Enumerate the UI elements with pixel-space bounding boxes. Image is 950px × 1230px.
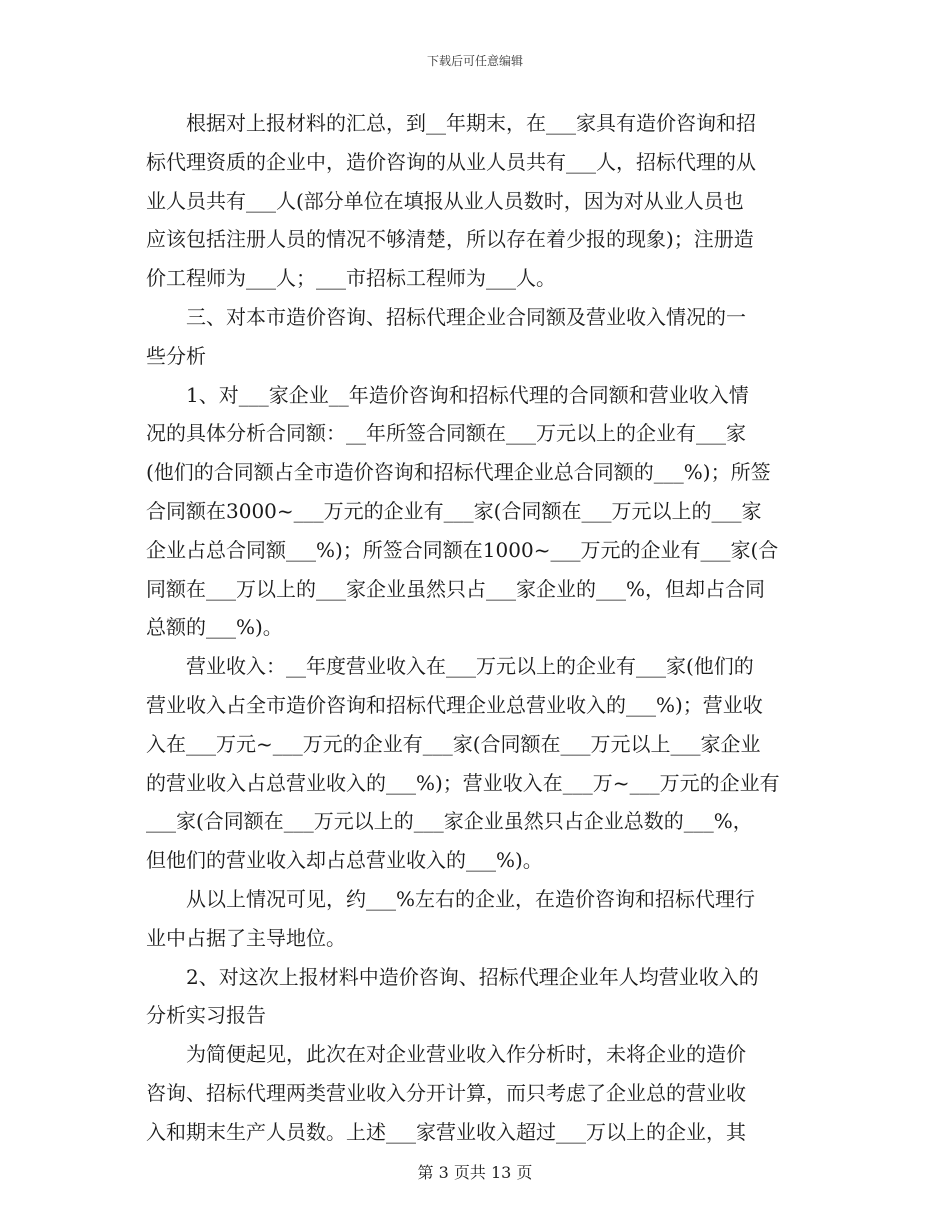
- text-line: 标代理资质的企业中，造价咨询的从业人员共有___人，招标代理的从: [146, 149, 756, 174]
- document-body: [146, 104, 808, 1152]
- text-line: 业中占据了主导地位。: [146, 925, 346, 950]
- text-line: 2、对这次上报材料中造价咨询、招标代理企业年人均营业收入的: [146, 964, 759, 989]
- text-line: 分析实习报告: [146, 1003, 266, 1028]
- text-line: 应该包括注册人员的情况不够清楚，所以存在着少报的现象)；注册造: [146, 227, 754, 252]
- text-line: 总额的___%)。: [146, 615, 283, 640]
- text-line: 合同额在3000~___万元的企业有___家(合同额在___万元以上的___家: [146, 498, 762, 523]
- text-line: 根据对上报材料的汇总，到__年期末，在___家具有造价咨询和招: [146, 111, 756, 135]
- text-line: 入在___万元~___万元的企业有___家(合同额在___万元以上___家企业: [146, 731, 761, 756]
- text-line: 咨询、招标代理两类营业收入分开计算，而只考虑了企业总的营业收: [146, 1080, 746, 1105]
- page-header-note: 下载后可任意编辑: [426, 54, 523, 68]
- text-line: 从以上情况可见，约___%左右的企业，在造价咨询和招标代理行: [146, 886, 756, 911]
- section-heading-line: 些分析: [146, 343, 206, 368]
- text-line: 入和期末生产人员数。上述___家营业收入超过___万以上的企业，其: [146, 1119, 746, 1144]
- text-line: 况的具体分析合同额：__年所签合同额在___万元以上的企业有___家: [146, 421, 746, 446]
- text-line: 企业占总合同额___%)；所签合同额在1000~___万元的企业有___家(合: [146, 537, 779, 562]
- text-line: 同额在___万以上的___家企业虽然只占___家企业的___%，但却占合同: [146, 576, 766, 601]
- page-number: 第 3 页共 13 页: [417, 1163, 533, 1182]
- text-line: 的营业收入占总营业收入的___%)；营业收入在___万~___万元的企业有: [146, 770, 780, 795]
- text-line: 营业收入占全市造价咨询和招标代理企业总营业收入的___%)；营业收: [146, 692, 763, 717]
- text-line: ___家(合同额在___万元以上的___家企业虽然只占企业总数的___%，: [146, 809, 753, 834]
- text-line: 营业收入：__年度营业收入在___万元以上的企业有___家(他们的: [146, 654, 754, 679]
- text-line: 1、对___家企业__年造价咨询和招标代理的合同额和营业收入情: [146, 382, 749, 407]
- text-line: 业人员共有___人(部分单位在填报从业人员数时，因为对从业人员也: [146, 188, 744, 213]
- text-line: (他们的合同额占全市造价咨询和招标代理企业总合同额的___%)；所签: [146, 460, 771, 485]
- text-line: 为简便起见，此次在对企业营业收入作分析时，未将企业的造价: [146, 1042, 746, 1067]
- text-line: 价工程师为___人；___市招标工程师为___人。: [146, 266, 556, 291]
- text-line: 但他们的营业收入却占总营业收入的___%)。: [146, 848, 543, 873]
- section-heading-line: 三、对本市造价咨询、招标代理企业合同额及营业收入情况的一: [146, 304, 746, 329]
